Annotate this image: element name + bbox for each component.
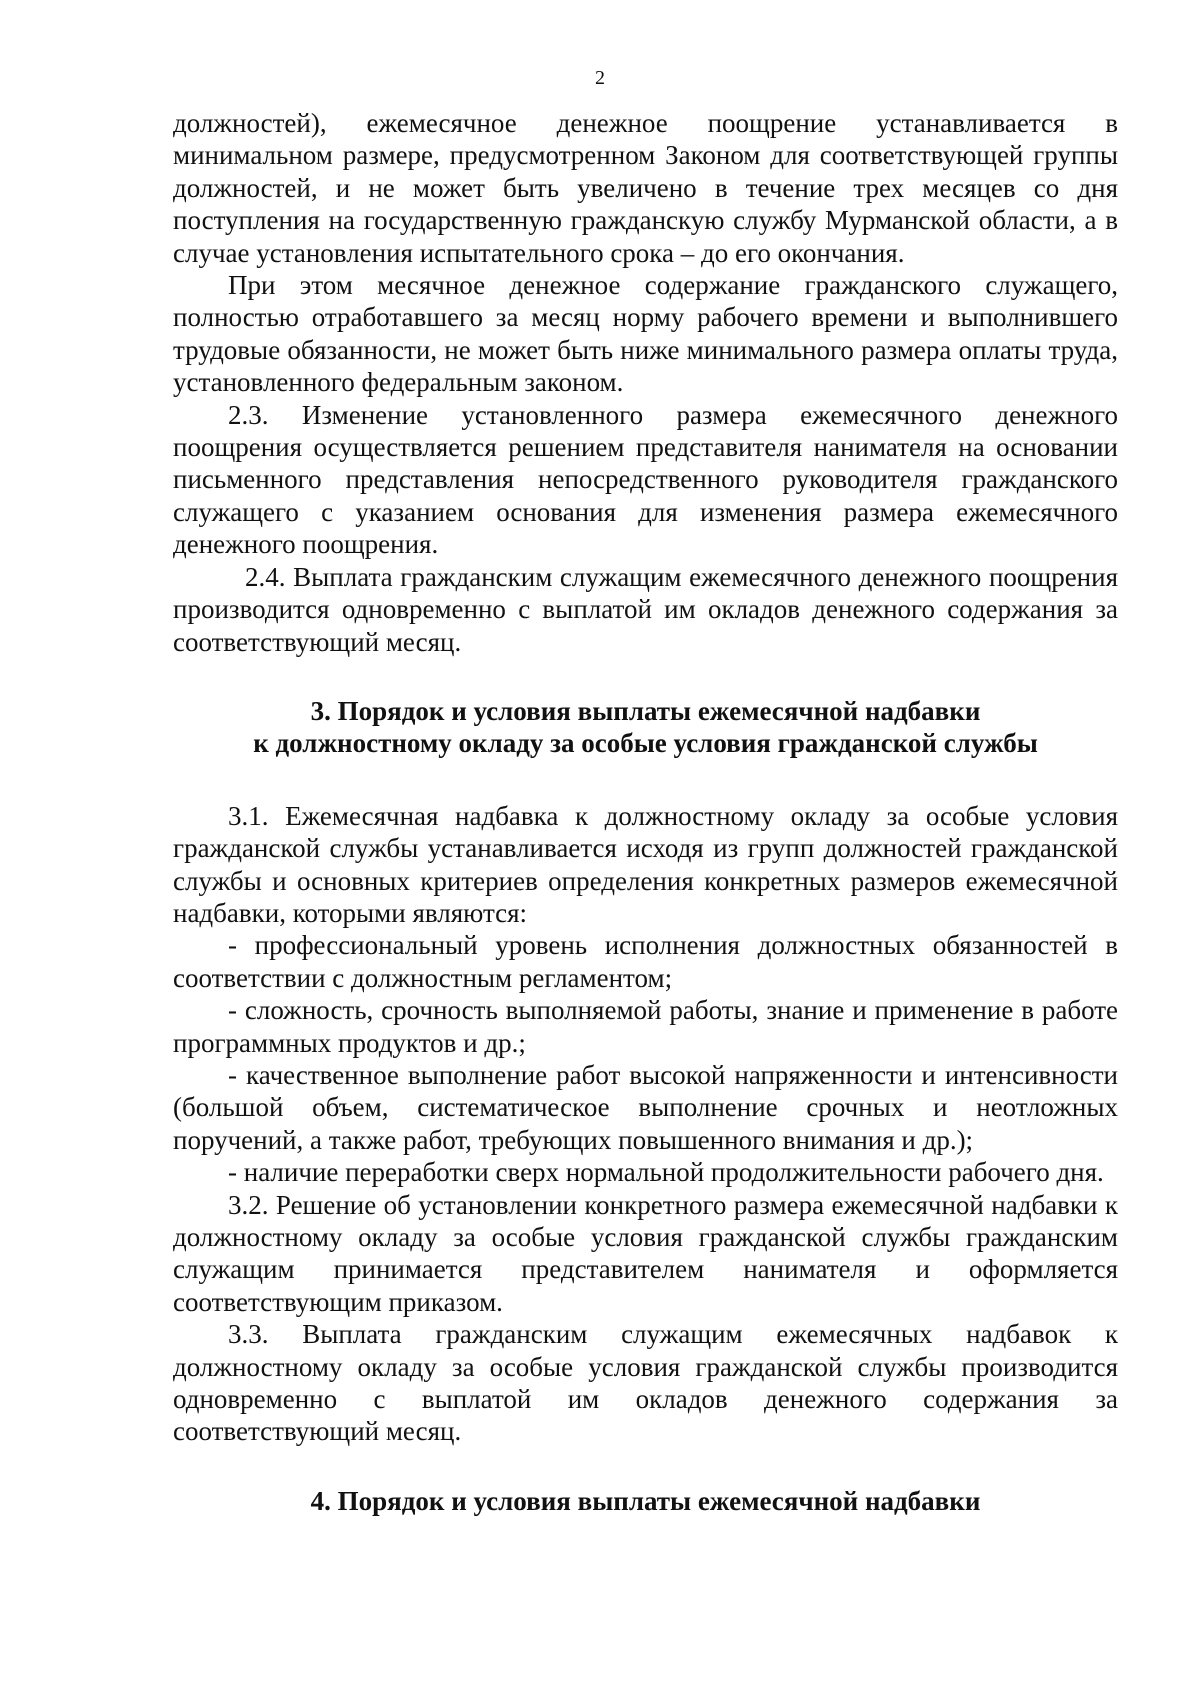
paragraph-continuation: должностей), ежемесячное денежное поощрение устанавливается в минимальном размере, предусмотренном Законом для соответствующей группы должностей, и не может быть увеличено в течение трех месяцев со дня поступления на государственную гражданскую службу Мурманской области, а в случае установления испытательного срока – до его окончания. bbox=[173, 108, 1118, 268]
list-item-criterion: - профессиональный уровень исполнения должностных обязанностей в соответствии с должностным регламентом; bbox=[173, 930, 1118, 993]
list-item-criterion: - сложность, срочность выполняемой работы, знание и применение в работе программных продуктов и др.; bbox=[173, 995, 1118, 1058]
spacer bbox=[173, 1448, 1118, 1485]
page-number: 2 bbox=[595, 67, 605, 89]
section-3-heading-line-1: 3. Порядок и условия выплаты ежемесячной надбавки bbox=[310, 695, 981, 726]
section-4-heading-line-1: 4. Порядок и условия выплаты ежемесячной надбавки bbox=[310, 1485, 981, 1516]
list-item-criterion: - качественное выполнение работ высокой напряженности и интенсивности (большой объем, систематическое выполнение срочных и неотложных поручений, а также работ, требующих повышенного внимания и др.); bbox=[173, 1059, 1118, 1155]
spacer bbox=[173, 658, 1118, 695]
paragraph-3-2: 3.2. Решение об установлении конкретного размера ежемесячной надбавки к должностному окладу за особые условия гражданской службы гражданским служащим принимается представителем нанимателя и оформляется соответствующим приказом. bbox=[173, 1189, 1118, 1317]
paragraph-3-3: 3.3. Выплата гражданским служащим ежемесячных надбавок к должностному окладу за особые условия гражданской службы производится одновременно с выплатой им окладов денежного содержания за соответствующий месяц. bbox=[173, 1319, 1118, 1447]
paragraph-2-4: 2.4. Выплата гражданским служащим ежемесячного денежного поощрения производится одновременно с выплатой им окладов денежного содержания за соответствующий месяц. bbox=[173, 561, 1118, 657]
paragraph-salary-minimum: При этом месячное денежное содержание гражданского служащего, полностью отработавшего за месяц норму рабочего времени и выполнившего трудовые обязанности, не может быть ниже минимального размера оплаты труда, установленного федеральным законом. bbox=[173, 270, 1118, 398]
list-item-criterion: - наличие переработки сверх нормальной продолжительности рабочего дня. bbox=[228, 1157, 1104, 1188]
document-body bbox=[173, 107, 1118, 1517]
paragraph-3-1: 3.1. Ежемесячная надбавка к должностному окладу за особые условия гражданской службы устанавливается исходя из групп должностей гражданской службы и основных критериев определения конкретных размеров ежемесячной надбавки, которыми являются: bbox=[173, 800, 1118, 928]
spacer bbox=[173, 760, 1118, 800]
section-3-heading-line-2: к должностному окладу за особые условия гражданской службы bbox=[253, 728, 1038, 759]
paragraph-2-3: 2.3. Изменение установленного размера ежемесячного денежного поощрения осуществляется решением представителя нанимателя на основании письменного представления непосредственного руководителя гражданского служащего с указанием основания для изменения размера ежемесячного денежного поощрения. bbox=[173, 399, 1118, 560]
